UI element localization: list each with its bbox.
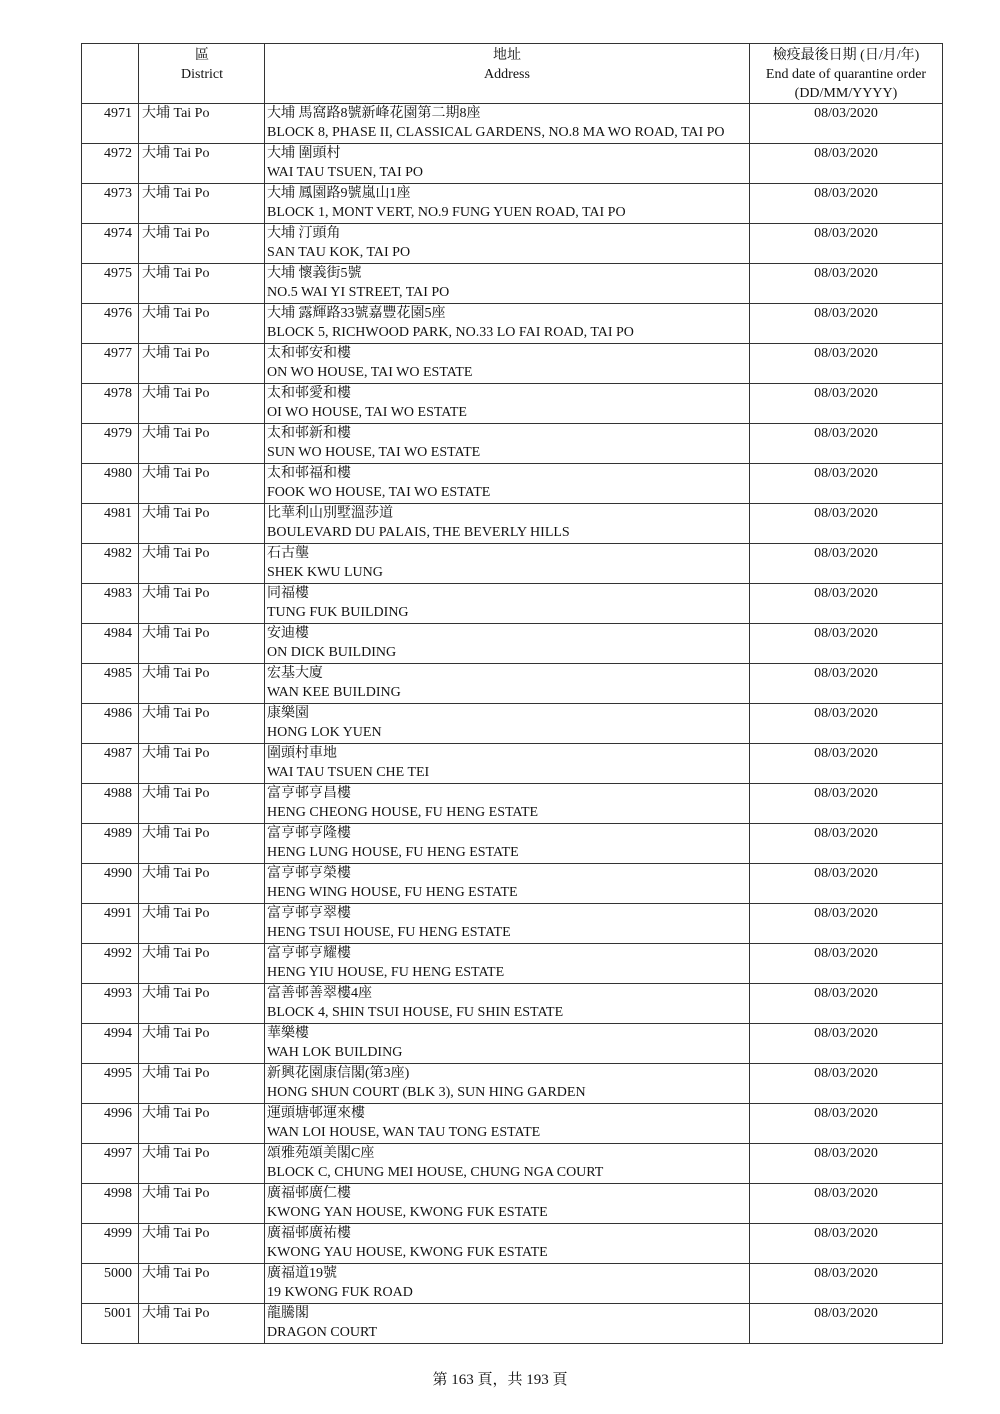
row-address-en: KWONG YAN HOUSE, KWONG FUK ESTATE <box>267 1205 548 1220</box>
row-address-zh: 比華利山別墅溫莎道 <box>267 506 393 521</box>
row-number: 4994 <box>82 1024 139 1064</box>
row-number: 4998 <box>82 1184 139 1224</box>
row-end-date: 08/03/2020 <box>750 584 943 624</box>
row-district: 大埔 Tai Po <box>139 384 265 424</box>
header-address-en: Address <box>484 67 530 82</box>
row-end-date: 08/03/2020 <box>750 1264 943 1304</box>
row-address-zh: 富亨邨亨榮樓 <box>267 866 351 881</box>
row-number: 4979 <box>82 424 139 464</box>
row-district: 大埔 Tai Po <box>139 1024 265 1064</box>
row-address <box>265 1064 750 1104</box>
row-number: 4982 <box>82 544 139 584</box>
table-row <box>82 744 943 784</box>
row-address-zh: 大埔 露輝路33號嘉豐花園5座 <box>267 306 446 321</box>
row-address-en: HONG LOK YUEN <box>267 725 382 740</box>
row-address-zh: 富善邨善翠樓4座 <box>267 986 372 1001</box>
table-row <box>82 464 943 504</box>
row-address <box>265 624 750 664</box>
row-end-date: 08/03/2020 <box>750 824 943 864</box>
row-end-date: 08/03/2020 <box>750 664 943 704</box>
row-address-en: OI WO HOUSE, TAI WO ESTATE <box>267 405 467 420</box>
header-district <box>139 44 265 104</box>
row-address-zh: 石古壟 <box>267 546 309 561</box>
table-row <box>82 1304 943 1344</box>
row-number: 4990 <box>82 864 139 904</box>
row-district: 大埔 Tai Po <box>139 184 265 224</box>
row-district: 大埔 Tai Po <box>139 464 265 504</box>
row-address-en: HENG WING HOUSE, FU HENG ESTATE <box>267 885 518 900</box>
row-address <box>265 544 750 584</box>
row-district: 大埔 Tai Po <box>139 224 265 264</box>
table-header-row <box>82 44 943 104</box>
row-number: 4988 <box>82 784 139 824</box>
row-district: 大埔 Tai Po <box>139 984 265 1024</box>
table-row <box>82 864 943 904</box>
table-row <box>82 184 943 224</box>
row-district: 大埔 Tai Po <box>139 424 265 464</box>
row-number: 4972 <box>82 144 139 184</box>
row-number: 4985 <box>82 664 139 704</box>
row-address-en: NO.5 WAI YI STREET, TAI PO <box>267 285 450 300</box>
row-end-date: 08/03/2020 <box>750 184 943 224</box>
row-end-date: 08/03/2020 <box>750 984 943 1024</box>
row-address-zh: 大埔 圍頭村 <box>267 146 341 161</box>
row-address-zh: 圍頭村車地 <box>267 746 337 761</box>
header-date <box>750 44 943 104</box>
row-address-en: HENG CHEONG HOUSE, FU HENG ESTATE <box>267 805 539 820</box>
row-end-date: 08/03/2020 <box>750 304 943 344</box>
row-address-zh: 富亨邨亨耀樓 <box>267 946 351 961</box>
row-number: 4989 <box>82 824 139 864</box>
row-address <box>265 264 750 304</box>
row-address-en: BLOCK 4, SHIN TSUI HOUSE, FU SHIN ESTATE <box>267 1005 564 1020</box>
row-address-zh: 太和邨福和樓 <box>267 466 351 481</box>
row-address <box>265 944 750 984</box>
row-district: 大埔 Tai Po <box>139 1064 265 1104</box>
header-address-zh: 地址 <box>493 48 521 63</box>
row-address <box>265 184 750 224</box>
row-address-zh: 康樂園 <box>267 706 309 721</box>
row-number: 4986 <box>82 704 139 744</box>
row-address <box>265 304 750 344</box>
row-district: 大埔 Tai Po <box>139 304 265 344</box>
row-address-zh: 富亨邨亨翠樓 <box>267 906 351 921</box>
row-address <box>265 1304 750 1344</box>
row-number: 5000 <box>82 1264 139 1304</box>
row-district: 大埔 Tai Po <box>139 104 265 144</box>
table-row <box>82 264 943 304</box>
header-date-line2: End date of quarantine order <box>765 67 927 82</box>
row-address-zh: 運頭塘邨運來樓 <box>267 1106 365 1121</box>
row-district: 大埔 Tai Po <box>139 144 265 184</box>
row-address-en: HENG YIU HOUSE, FU HENG ESTATE <box>267 965 505 980</box>
row-address-zh: 新興花園康信閣(第3座) <box>267 1066 410 1081</box>
row-address-zh: 安迪樓 <box>267 626 309 641</box>
table-row <box>82 1064 943 1104</box>
row-address-en: ON DICK BUILDING <box>267 645 397 660</box>
header-date-line3: (DD/MM/YYYY) <box>794 86 898 101</box>
table-row <box>82 624 943 664</box>
row-address-en: SAN TAU KOK, TAI PO <box>267 245 411 260</box>
row-number: 4984 <box>82 624 139 664</box>
table-row <box>82 784 943 824</box>
row-address <box>265 104 750 144</box>
row-district: 大埔 Tai Po <box>139 344 265 384</box>
table-row <box>82 504 943 544</box>
row-address-zh: 華樂樓 <box>267 1026 309 1041</box>
row-end-date: 08/03/2020 <box>750 464 943 504</box>
header-date-line1: 檢疫最後日期 (日/月/年) <box>772 48 920 63</box>
table-row <box>82 944 943 984</box>
row-address-zh: 大埔 鳳園路9號嵐山1座 <box>267 186 411 201</box>
row-number: 4978 <box>82 384 139 424</box>
row-district: 大埔 Tai Po <box>139 744 265 784</box>
row-address-en: KWONG YAU HOUSE, KWONG FUK ESTATE <box>267 1245 548 1260</box>
row-address <box>265 144 750 184</box>
row-end-date: 08/03/2020 <box>750 224 943 264</box>
row-district: 大埔 Tai Po <box>139 544 265 584</box>
table-row <box>82 424 943 464</box>
row-number: 4983 <box>82 584 139 624</box>
table-row <box>82 224 943 264</box>
row-number: 4993 <box>82 984 139 1024</box>
row-address-zh: 頌雅苑頌美閣C座 <box>267 1146 375 1161</box>
row-address <box>265 504 750 544</box>
row-number: 4987 <box>82 744 139 784</box>
row-address-en: SHEK KWU LUNG <box>267 565 383 580</box>
row-address <box>265 1264 750 1304</box>
row-address <box>265 744 750 784</box>
row-address-en: BLOCK 8, PHASE II, CLASSICAL GARDENS, NO.8 MA WO ROAD, TAI PO <box>267 125 725 140</box>
table-row <box>82 304 943 344</box>
row-address <box>265 704 750 744</box>
row-number: 4981 <box>82 504 139 544</box>
row-district: 大埔 Tai Po <box>139 1144 265 1184</box>
row-address-zh: 同福樓 <box>267 586 309 601</box>
row-end-date: 08/03/2020 <box>750 944 943 984</box>
table-row <box>82 824 943 864</box>
row-end-date: 08/03/2020 <box>750 1024 943 1064</box>
row-address-zh: 富亨邨亨隆樓 <box>267 826 351 841</box>
row-address-en: BLOCK 5, RICHWOOD PARK, NO.33 LO FAI ROAD, TAI PO <box>267 325 634 340</box>
row-address-en: BOULEVARD DU PALAIS, THE BEVERLY HILLS <box>267 525 570 540</box>
row-address-zh: 大埔 馬窩路8號新峰花園第二期8座 <box>267 106 481 121</box>
row-end-date: 08/03/2020 <box>750 544 943 584</box>
row-number: 4980 <box>82 464 139 504</box>
row-address <box>265 1024 750 1064</box>
quarantine-address-table <box>81 43 943 1344</box>
page-number: 第 163 頁，共 193 頁 <box>432 1372 568 1388</box>
row-number: 4996 <box>82 1104 139 1144</box>
row-end-date: 08/03/2020 <box>750 504 943 544</box>
row-district: 大埔 Tai Po <box>139 1304 265 1344</box>
row-address-en: HENG LUNG HOUSE, FU HENG ESTATE <box>267 845 519 860</box>
row-address <box>265 824 750 864</box>
table-row <box>82 1264 943 1304</box>
row-district: 大埔 Tai Po <box>139 784 265 824</box>
row-address-zh: 廣福邨廣祐樓 <box>267 1226 351 1241</box>
row-district: 大埔 Tai Po <box>139 664 265 704</box>
row-end-date: 08/03/2020 <box>750 624 943 664</box>
row-address-en: BLOCK 1, MONT VERT, NO.9 FUNG YUEN ROAD, TAI PO <box>267 205 626 220</box>
table-row <box>82 1224 943 1264</box>
row-end-date: 08/03/2020 <box>750 744 943 784</box>
row-address <box>265 984 750 1024</box>
row-address-en: BLOCK C, CHUNG MEI HOUSE, CHUNG NGA COURT <box>267 1165 604 1180</box>
row-address-zh: 廣福道19號 <box>267 1266 337 1281</box>
table-row <box>82 104 943 144</box>
row-address <box>265 424 750 464</box>
row-end-date: 08/03/2020 <box>750 1224 943 1264</box>
row-number: 4977 <box>82 344 139 384</box>
row-address-en: DRAGON COURT <box>267 1325 377 1340</box>
table-row <box>82 1144 943 1184</box>
table-row <box>82 1184 943 1224</box>
row-address-en: WAI TAU TSUEN CHE TEI <box>267 765 430 780</box>
row-district: 大埔 Tai Po <box>139 824 265 864</box>
table-row <box>82 1104 943 1144</box>
row-end-date: 08/03/2020 <box>750 1064 943 1104</box>
row-end-date: 08/03/2020 <box>750 904 943 944</box>
row-address-en: HENG TSUI HOUSE, FU HENG ESTATE <box>267 925 511 940</box>
row-number: 4992 <box>82 944 139 984</box>
row-end-date: 08/03/2020 <box>750 1184 943 1224</box>
row-address-en: FOOK WO HOUSE, TAI WO ESTATE <box>267 485 491 500</box>
table-row <box>82 384 943 424</box>
row-address-zh: 太和邨愛和樓 <box>267 386 351 401</box>
row-district: 大埔 Tai Po <box>139 624 265 664</box>
row-address-en: HONG SHUN COURT (BLK 3), SUN HING GARDEN <box>267 1085 586 1100</box>
row-end-date: 08/03/2020 <box>750 784 943 824</box>
row-address <box>265 784 750 824</box>
row-address <box>265 1224 750 1264</box>
row-address-en: ON WO HOUSE, TAI WO ESTATE <box>267 365 473 380</box>
row-address <box>265 1144 750 1184</box>
row-number: 5001 <box>82 1304 139 1344</box>
row-address-zh: 大埔 汀頭角 <box>267 226 341 241</box>
row-district: 大埔 Tai Po <box>139 1104 265 1144</box>
header-district-en: District <box>181 67 223 82</box>
row-end-date: 08/03/2020 <box>750 104 943 144</box>
row-district: 大埔 Tai Po <box>139 904 265 944</box>
row-number: 4973 <box>82 184 139 224</box>
table-row <box>82 1024 943 1064</box>
table-row <box>82 344 943 384</box>
row-address-en: TUNG FUK BUILDING <box>267 605 409 620</box>
row-end-date: 08/03/2020 <box>750 864 943 904</box>
row-number: 4999 <box>82 1224 139 1264</box>
row-end-date: 08/03/2020 <box>750 144 943 184</box>
row-district: 大埔 Tai Po <box>139 1264 265 1304</box>
row-address <box>265 904 750 944</box>
row-address-en: WAN KEE BUILDING <box>267 685 401 700</box>
row-end-date: 08/03/2020 <box>750 1144 943 1184</box>
row-district: 大埔 Tai Po <box>139 864 265 904</box>
row-address <box>265 384 750 424</box>
row-address <box>265 224 750 264</box>
row-address-zh: 富亨邨亨昌樓 <box>267 786 351 801</box>
row-address <box>265 1104 750 1144</box>
row-address-en: WAI TAU TSUEN, TAI PO <box>267 165 424 180</box>
row-end-date: 08/03/2020 <box>750 424 943 464</box>
row-district: 大埔 Tai Po <box>139 1184 265 1224</box>
header-district-zh: 區 <box>195 48 209 63</box>
row-address <box>265 464 750 504</box>
table-row <box>82 664 943 704</box>
row-address <box>265 1184 750 1224</box>
table-row <box>82 584 943 624</box>
row-end-date: 08/03/2020 <box>750 1104 943 1144</box>
row-district: 大埔 Tai Po <box>139 1224 265 1264</box>
row-district: 大埔 Tai Po <box>139 504 265 544</box>
row-address <box>265 664 750 704</box>
row-end-date: 08/03/2020 <box>750 384 943 424</box>
row-address-zh: 太和邨新和樓 <box>267 426 351 441</box>
row-number: 4975 <box>82 264 139 304</box>
table-row <box>82 144 943 184</box>
row-district: 大埔 Tai Po <box>139 704 265 744</box>
row-district: 大埔 Tai Po <box>139 944 265 984</box>
row-district: 大埔 Tai Po <box>139 584 265 624</box>
row-district: 大埔 Tai Po <box>139 264 265 304</box>
row-address-zh: 宏基大廈 <box>267 666 323 681</box>
header-no <box>82 44 139 104</box>
row-number: 4971 <box>82 104 139 144</box>
row-number: 4976 <box>82 304 139 344</box>
row-address <box>265 584 750 624</box>
row-address <box>265 864 750 904</box>
row-address-en: SUN WO HOUSE, TAI WO ESTATE <box>267 445 481 460</box>
row-address <box>265 344 750 384</box>
header-address <box>265 44 750 104</box>
row-number: 4974 <box>82 224 139 264</box>
row-end-date: 08/03/2020 <box>750 344 943 384</box>
row-address-zh: 大埔 懷義街5號 <box>267 266 362 281</box>
table-row <box>82 904 943 944</box>
row-number: 4995 <box>82 1064 139 1104</box>
row-address-zh: 太和邨安和樓 <box>267 346 351 361</box>
row-end-date: 08/03/2020 <box>750 704 943 744</box>
row-address-en: WAN LOI HOUSE, WAN TAU TONG ESTATE <box>267 1125 541 1140</box>
row-address-zh: 龍騰閣 <box>267 1306 309 1321</box>
row-address-en: WAH LOK BUILDING <box>267 1045 403 1060</box>
row-address-zh: 廣福邨廣仁樓 <box>267 1186 351 1201</box>
row-end-date: 08/03/2020 <box>750 1304 943 1344</box>
table-row <box>82 544 943 584</box>
row-number: 4991 <box>82 904 139 944</box>
row-address-en: 19 KWONG FUK ROAD <box>267 1285 413 1300</box>
row-number: 4997 <box>82 1144 139 1184</box>
row-end-date: 08/03/2020 <box>750 264 943 304</box>
table-row <box>82 704 943 744</box>
table-row <box>82 984 943 1024</box>
